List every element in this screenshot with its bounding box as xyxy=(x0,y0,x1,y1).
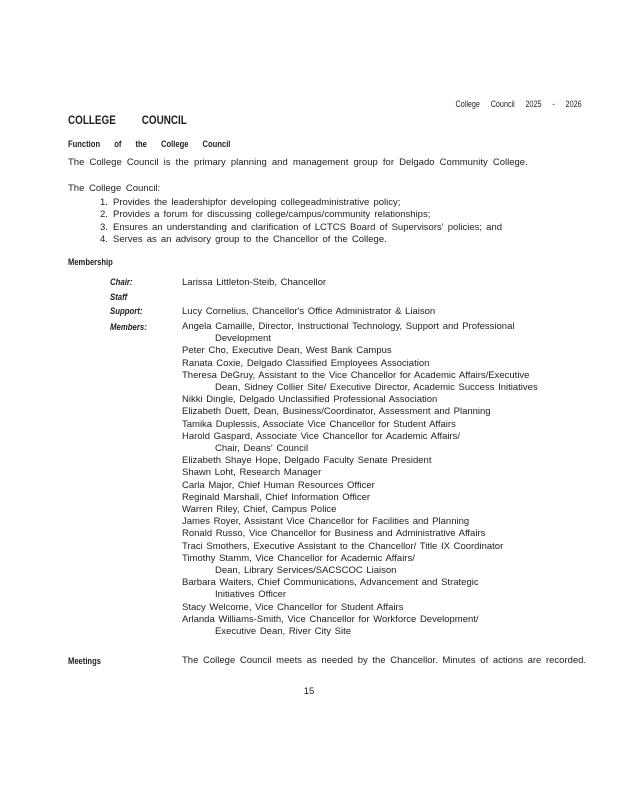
member-entry-line: Stacy Welcome, Vice Chancellor for Student Affairs xyxy=(182,601,404,613)
member-entry xyxy=(182,345,607,357)
member-entry-line: Peter Cho, Executive Dean, West Bank Campus xyxy=(182,345,392,357)
member-entry xyxy=(182,504,607,516)
purpose-item xyxy=(100,222,595,234)
member-entry-line: Carla Major, Chief Human Resources Officer xyxy=(182,479,375,491)
member-entry-line: Ronald Russo, Vice Chancellor for Business and Administrative Affairs xyxy=(182,528,486,540)
member-entry xyxy=(182,467,607,479)
member-entry-line: Barbara Waiters, Chief Communications, Advancement and Strategic xyxy=(182,577,479,589)
member-entry xyxy=(182,577,607,601)
member-entry xyxy=(182,455,607,467)
members-label-text: Members: xyxy=(110,322,147,333)
chair-value: Larissa Littleton-Steib, Chancellor xyxy=(182,277,327,288)
staff-support-label-line1 xyxy=(110,292,131,303)
member-entry-line: Elizabeth Shaye Hope, Delgado Faculty Senate President xyxy=(182,455,432,467)
member-entry-line: Harold Gaspard, Associate Vice Chancellor for Academic Affairs/ xyxy=(182,430,461,442)
running-header xyxy=(424,99,582,109)
purpose-item-number: 1. xyxy=(100,197,108,208)
members-list xyxy=(182,321,607,638)
member-entry xyxy=(182,358,607,370)
page-title xyxy=(68,115,206,127)
purpose-item-number: 3. xyxy=(100,221,108,233)
page-title-text: COLLEGE COUNCIL xyxy=(68,115,187,127)
member-entry xyxy=(182,528,607,540)
member-entry-line: Reginald Marshall, Chief Information Officer xyxy=(182,491,371,503)
member-entry-continuation: Chair, Deans' Council xyxy=(215,443,309,455)
member-entry xyxy=(182,370,607,394)
chair-label-text: Chair: xyxy=(110,277,133,288)
staff-support-value: Lucy Cornelius, Chancellor's Office Administrator & Liaison xyxy=(182,306,436,317)
section-heading-meetings xyxy=(68,656,109,667)
chair-label xyxy=(110,277,137,288)
purpose-item xyxy=(100,209,595,221)
member-entry xyxy=(182,602,607,614)
members-label xyxy=(110,322,155,333)
intro-paragraph: The College Council is the primary planning and management group for Delgado Community College. xyxy=(68,157,528,168)
running-header-text: College Council 2025 - 2026 xyxy=(455,99,582,109)
section-heading-function-text: Function of the College Council xyxy=(68,139,231,150)
member-entry-line: Warren Riley, Chief, Campus Police xyxy=(182,504,337,516)
staff-support-label-line1-text: Staff xyxy=(110,292,128,303)
member-entry xyxy=(182,321,607,345)
member-entry xyxy=(182,394,607,406)
member-entry-line: Tamika Duplessis, Associate Vice Chancellor for Student Affairs xyxy=(182,418,456,430)
purpose-item-text: Provides a forum for discussing college/campus/community relationships; xyxy=(113,209,431,221)
member-entry-line: Theresa DeGruy, Assistant to the Vice Chancellor for Academic Affairs/Executive xyxy=(182,369,530,381)
member-entry-continuation: Dean, Sidney Collier Site/ Executive Director, Academic Success Initiatives xyxy=(215,382,538,394)
member-entry xyxy=(182,406,607,418)
member-entry-continuation: Initiatives Officer xyxy=(215,589,287,601)
member-entry-line: Ranata Coxie, Delgado Classified Employees Association xyxy=(182,357,430,369)
member-entry-line: Nikki Dingle, Delgado Unclassified Professional Association xyxy=(182,394,438,406)
purpose-item xyxy=(100,197,595,209)
section-heading-meetings-text: Meetings xyxy=(68,656,101,667)
member-entry xyxy=(182,419,607,431)
member-entry-line: Timothy Stamm, Vice Chancellor for Academic Affairs/ xyxy=(182,552,415,564)
member-entry xyxy=(182,553,607,577)
member-entry-line: Angela Camaille, Director, Instructional Technology, Support and Professional xyxy=(182,321,515,332)
staff-support-label-line2-text: Support: xyxy=(110,306,143,317)
member-entry-continuation: Dean, Library Services/SACSCOC Liaison xyxy=(215,565,397,577)
section-heading-membership-text: Membership xyxy=(68,257,113,268)
member-entry-continuation: Executive Dean, River City Site xyxy=(215,626,351,638)
member-entry xyxy=(182,431,607,455)
section-heading-membership xyxy=(68,257,124,268)
member-entry-line: Elizabeth Duett, Dean, Business/Coordinator, Assessment and Planning xyxy=(182,406,491,418)
member-entry-line: Shawn Loht, Research Manager xyxy=(182,467,322,479)
member-entry xyxy=(182,480,607,492)
member-entry-line: James Royer, Assistant Vice Chancellor for Facilities and Planning xyxy=(182,516,470,528)
member-entry-line: Traci Smothers, Executive Assistant to the Chancellor/ Title IX Coordinator xyxy=(182,540,504,552)
member-entry xyxy=(182,492,607,504)
section-heading-function xyxy=(68,139,271,150)
purpose-item-number: 2. xyxy=(100,209,108,221)
meetings-text: The College Council meets as needed by the Chancellor. Minutes of actions are recorded. xyxy=(182,655,587,666)
page-number: 15 xyxy=(303,686,315,697)
member-entry-line: Arlanda Williams-Smith, Vice Chancellor for Workforce Development/ xyxy=(182,613,479,625)
purpose-item-text: Provides the leadershipfor developing collegeadministrative policy; xyxy=(113,197,401,208)
purpose-item xyxy=(100,234,595,246)
purpose-item-text: Serves as an advisory group to the Chancellor of the College. xyxy=(113,234,387,246)
purpose-item-number: 4. xyxy=(100,234,108,246)
staff-support-label-line2 xyxy=(110,306,150,317)
member-entry xyxy=(182,614,607,638)
member-entry-continuation: Development xyxy=(215,333,271,345)
purpose-list-lead: The College Council: xyxy=(68,183,161,194)
purpose-item-text: Ensures an understanding and clarification of LCTCS Board of Supervisors' policies; and xyxy=(113,221,503,233)
member-entry xyxy=(182,541,607,553)
purpose-list xyxy=(100,197,595,247)
member-entry xyxy=(182,516,607,528)
